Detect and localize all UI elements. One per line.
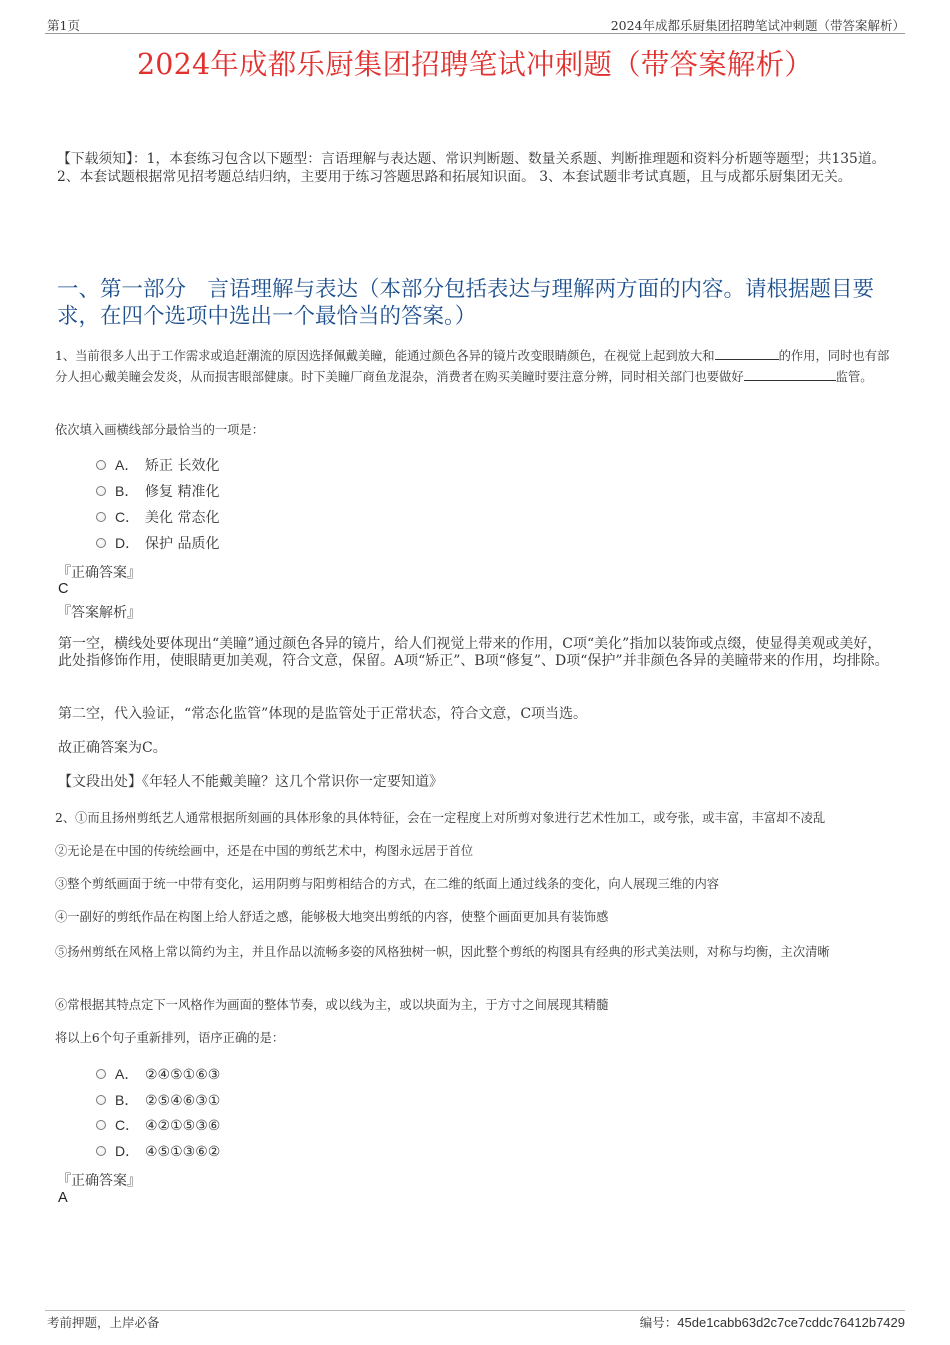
q2-sentence-5: ⑤扬州剪纸在风格上常以简约为主，并且作品以流畅多姿的风格独树一帜，因此整个剪纸的构图具有经典的形式美法则，对称与均衡，主次清晰 [55,945,830,959]
q1-text-part-a: 1、当前很多人出于工作需求或追赶潮流的原因选择佩戴美瞳，能通过颜色各异的镜片改变眼睛颜色，在视觉上起到放大和 [55,349,715,363]
document-title: 2024年成都乐厨集团招聘笔试冲刺题（带答案解析） [136,48,814,81]
q1-analysis-2: 第二空，代入验证，“常态化监管”体现的是监管处于正常状态，符合文意，C项当选。 [58,706,588,722]
footer-slogan: 考前押题，上岸必备 [47,1315,160,1330]
q2-sentence-1: 2、①而且扬州剪纸艺人通常根据所刻画的具体形象的具体特征，会在一定程度上对所剪对象进行艺术性加工，或夸张，或丰富，丰富却不凌乱 [55,811,826,825]
radio-icon[interactable] [96,460,106,470]
q1-prompt: 依次填入画横线部分最恰当的一项是： [55,423,265,437]
download-notice: 【下载须知】：1，本套练习包含以下题型：言语理解与表达题、常识判断题、数量关系题、判断推理题和资料分析题等题型；共135道。 2、本套试题根据常见招考题总结归纳，主要用于练习答题思路和拓展知识面。 3、本套试题非考试真题，且与成都乐厨集团无关。 [57,151,886,185]
footer-code-label: 编号： [639,1315,678,1330]
q2-answer: A [58,1190,68,1206]
radio-icon[interactable] [96,1069,106,1079]
q1-option-d[interactable]: D． 保护 品质化 [96,533,219,553]
q2-prompt: 将以上6个句子重新排列，语序正确的是： [55,1031,285,1045]
footer-code [640,1313,905,1331]
q2-option-a[interactable]: A． ②④⑤①⑥③ [96,1064,220,1084]
question-1-text [55,345,900,387]
radio-icon[interactable] [96,1120,106,1130]
q2-sentence-2: ②无论是在中国的传统绘画中，还是在中国的剪纸艺术中，构图永远居于首位 [55,844,474,858]
footer-divider [45,1310,905,1311]
page-number: 第1页 [47,18,80,33]
q2-sentence-6: ⑥常根据其特点定下一风格作为画面的整体节奏，或以线为主，或以块面为主，于方寸之间展现其精髓 [55,998,609,1012]
section-title: 一、第一部分 言语理解与表达（本部分包括表达与理解两方面的内容。请根据题目要求，在四个选项中选出一个最恰当的答案。） [57,277,875,329]
q2-option-c[interactable]: C． ④②①⑤③⑥ [96,1115,220,1135]
q1-blank-1 [715,345,779,360]
footer-code-value: 45de1cabb63d2c7ce7cddc76412b7429 [677,1315,905,1330]
q1-answer-label: 『正确答案』 [57,565,141,581]
q1-analysis-1: 第一空，横线处要体现出“美瞳”通过颜色各异的镜片，给人们视觉上带来的作用，C项“美化”指加以装饰或点缀，使显得美观或美好，此处指修饰作用，使眼睛更加美观，符合文意，保留。A项“矫正”、B项“修复”、D项“保护”并非颜色各异的美瞳带来的作用，均排除。 [58,636,889,669]
q1-text-part-c: 监管。 [835,370,873,384]
q2-option-d[interactable]: D． ④⑤①③⑥② [96,1141,220,1161]
q1-option-c[interactable]: C． 美化 常态化 [96,507,219,527]
radio-icon[interactable] [96,1146,106,1156]
q2-answer-label: 『正确答案』 [57,1173,141,1189]
radio-icon[interactable] [96,486,106,496]
header-doc-title: 2024年成都乐厨集团招聘笔试冲刺题（带答案解析） [610,18,905,33]
q2-option-b[interactable]: B． ②⑤④⑥③① [96,1090,220,1110]
q1-analysis-label: 『答案解析』 [57,605,141,621]
q1-answer: C [58,581,69,597]
q1-option-b[interactable]: B． 修复 精准化 [96,481,219,501]
q1-analysis-3: 故正确答案为C。 [58,740,167,756]
q1-option-a[interactable]: A． 矫正 长效化 [96,455,219,475]
q1-text-part-b: 的作用，同时也有部分人担心戴美瞳会发炎，从而损害眼部健康。时下美瞳厂商鱼龙混杂，消费者在购买美瞳时要注意分辨，同时相关部门也要做好 [55,349,890,384]
q1-source: 【文段出处】《年轻人不能戴美瞳？这几个常识你一定要知道》 [58,774,443,790]
q1-blank-2 [744,366,836,381]
radio-icon[interactable] [96,1095,106,1105]
header-divider [45,33,905,34]
radio-icon[interactable] [96,538,106,548]
q2-sentence-4: ④一副好的剪纸作品在构图上给人舒适之感，能够极大地突出剪纸的内容，使整个画面更加具有装饰感 [55,910,609,924]
q2-sentence-3: ③整个剪纸画面于统一中带有变化，运用阴剪与阳剪相结合的方式，在二维的纸面上通过线条的变化，向人展现三维的内容 [55,877,720,891]
radio-icon[interactable] [96,512,106,522]
